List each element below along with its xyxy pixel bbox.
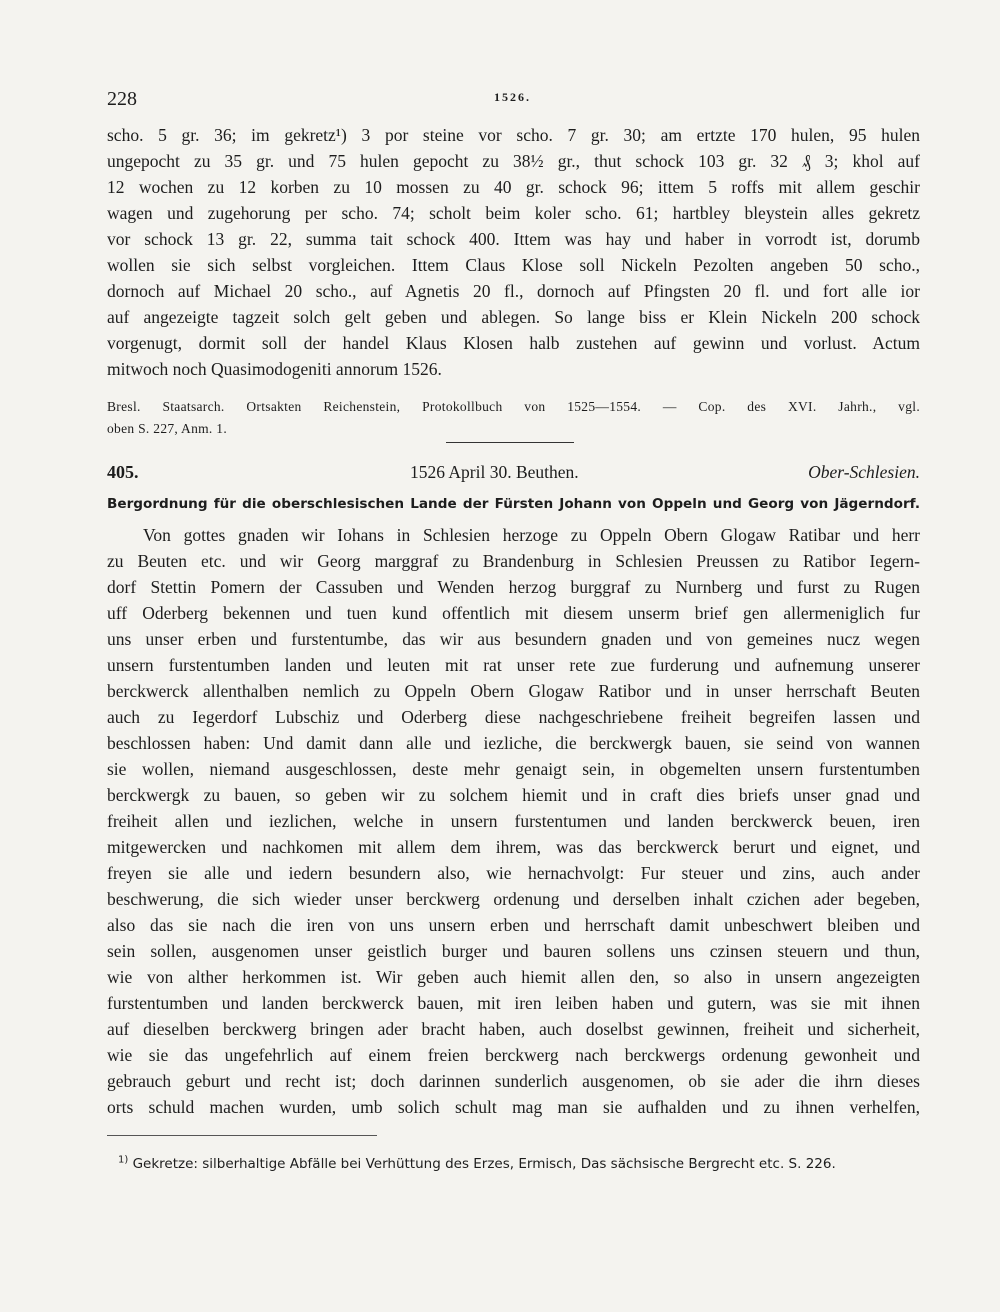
text-line: mitgewercken und nachkomen mit allem dem ihrem, was das berckwerck berurt und eignet, und <box>107 837 920 857</box>
text-line: orts schuld machen wurden, umb solich schult mag man sie aufhalden und zu ihnen verhelfen, <box>107 1097 920 1117</box>
text-line: berckwerck allenthalben nemlich zu Oppeln Obern Glogaw Ratibor und in unser herrschaft Beuten <box>107 681 920 701</box>
source-citation <box>107 396 920 440</box>
document-title: Bergordnung für die oberschlesischen Lande der Fürsten Johann von Oppeln und Georg von Jägerndorf. <box>107 496 920 512</box>
text-line: sie wollen, niemand ausgeschlossen, deste mehr genaigt sein, in obgemelten unsern furstentumben <box>107 759 920 779</box>
text-line: Von gottes gnaden wir Iohans in Schlesien herzoge zu Oppeln Obern Glogaw Ratibar und herr <box>143 525 920 545</box>
text-line: uff Oderberg bekennen und tuen kund offentlich mit diesem unserm brief gen allermeniglich fur <box>107 603 920 623</box>
text-line: wie sie das ungefehrlich auf einem freien berckwerg nach berckwergs ordenung gewonheit und <box>107 1045 920 1065</box>
document-region: Ober-Schlesien. <box>808 462 920 482</box>
text-line: beschwerung, die sich wieder unser berckwerg ordenung und derselben inhalt czichen ader begeben, <box>107 889 920 909</box>
text-line: scho. 5 gr. 36; im gekretz¹) 3 por steine vor scho. 7 gr. 30; am ertzte 170 hulen, 95 hulen <box>107 125 920 145</box>
text-line: dorf Stettin Pomern der Cassuben und Wenden herzog burggraf zu Nurnberg und furst zu Rugen <box>107 577 920 597</box>
text-line: gebrauch geburt und recht ist; doch darinnen sunderlich ausgenomen, ob sie ader die ihrn dieses <box>107 1071 920 1091</box>
document-date-place: 1526 April 30. Beuthen. <box>410 462 579 482</box>
text-line: beschlossen haben: Und damit dann alle und iezliche, die berckwergk bauen, sie seind von wannen <box>107 733 920 753</box>
text-line: berckwergk zu bauen, so geben wir zu solchem hiemit und in craft dies briefs unser gnad und <box>107 785 920 805</box>
footnote-rule <box>107 1135 377 1136</box>
page-header <box>107 88 920 112</box>
text-line: auf dieselben berckwerg bringen ader bracht haben, auch doselbst gewinnen, freiheit und sicherheit, <box>107 1019 920 1039</box>
text-line: also das sie nach die iren von uns unsern erben und herrschaft damit unbeschwert bleiben und <box>107 915 920 935</box>
text-line: 12 wochen zu 12 korben zu 10 mossen zu 40 gr. schock 96; ittem 5 roffs mit allem geschir <box>107 177 920 197</box>
text-line: unsern furstentumben landen und leuten mit rat unser rete zue furderung und aufnemung unserer <box>107 655 920 675</box>
text-line: vorgenugt, dormit soll der handel Klaus Klosen halb zustehen auf gewinn und vorlust. Actum <box>107 333 920 353</box>
text-line: uns unser erben und furstentumbe, das wir aus besundern gnaden und von gemeines nucz wegen <box>107 629 920 649</box>
footnote <box>118 1156 878 1172</box>
running-head: 1526. <box>494 90 531 104</box>
text-line: auch zu Iegerdorf Lubschiz und Oderberg diese nachgeschriebene freiheit begreifen lassen und <box>107 707 920 727</box>
document-body-text <box>107 522 920 1120</box>
text-line: auf angezeigte tagzeit solch gelt geben und ablegen. So lange biss er Klein Nickeln 200 schock <box>107 307 920 327</box>
text-line: vor schock 13 gr. 22, summa tait schock 400. Ittem was hay und haber in vorrodt ist, dorumb <box>107 229 920 249</box>
text-line: wagen und zugehorung per scho. 74; scholt beim koler scho. 61; hartbley bleystein alles gekretz <box>107 203 920 223</box>
text-line: zu Beuten etc. und wir Georg marggraf zu Brandenburg in Schlesien Preussen zu Ratibor Iegern- <box>107 551 920 571</box>
text-line: wollen sie sich selbst vorgleichen. Ittem Claus Klose soll Nickeln Pezolten angeben 50 scho., <box>107 255 920 275</box>
text-line: wie von alther herkommen ist. Wir geben auch hiemit allen den, so also in unsern angezeigten <box>107 967 920 987</box>
page-number: 228 <box>107 88 137 110</box>
text-line: sein sollen, ausgenomen unser geistlich burger und bauren sollens uns czinsen steuern und thun, <box>107 941 920 961</box>
citation-line: oben S. 227, Anm. 1. <box>107 421 228 436</box>
text-line: ungepocht zu 35 gr. und 75 hulen gepocht zu 38½ gr., thut schock 103 gr. 32 ₰ 3; khol auf <box>107 151 920 171</box>
text-line: freiheit allen und iezlichen, welche in unsern furstentumen und landen berckwerck beuen, iren <box>107 811 920 831</box>
document-heading <box>107 462 920 488</box>
citation-line: Bresl. Staatsarch. Ortsakten Reichenstein, Protokollbuch von 1525—1554. — Cop. des XVI. Jahrh., vgl. <box>107 399 920 414</box>
document-number: 405. <box>107 462 139 482</box>
footnote-marker: 1) <box>118 1154 129 1166</box>
text-line: mitwoch noch Quasimodogeniti annorum 1526. <box>107 359 442 379</box>
previous-document-text <box>107 122 920 382</box>
footnote-text: Gekretze: silberhaltige Abfälle bei Verhüttung des Erzes, Ermisch, Das sächsische Bergrecht etc. S. 226. <box>132 1156 836 1172</box>
text-line: dornoch auf Michael 20 scho., auf Agnetis 20 fl., dornoch auf Pfingsten 20 fl. und fort alle ior <box>107 281 920 301</box>
text-line: freyen sie alle und iedern besundern also, wie hernachvolgt: Fur steuer und zins, auch ander <box>107 863 920 883</box>
text-line: furstentumben und landen berckwerck bauen, mit iren leiben haben und gutern, was sie mit ihnen <box>107 993 920 1013</box>
section-divider <box>446 442 574 443</box>
